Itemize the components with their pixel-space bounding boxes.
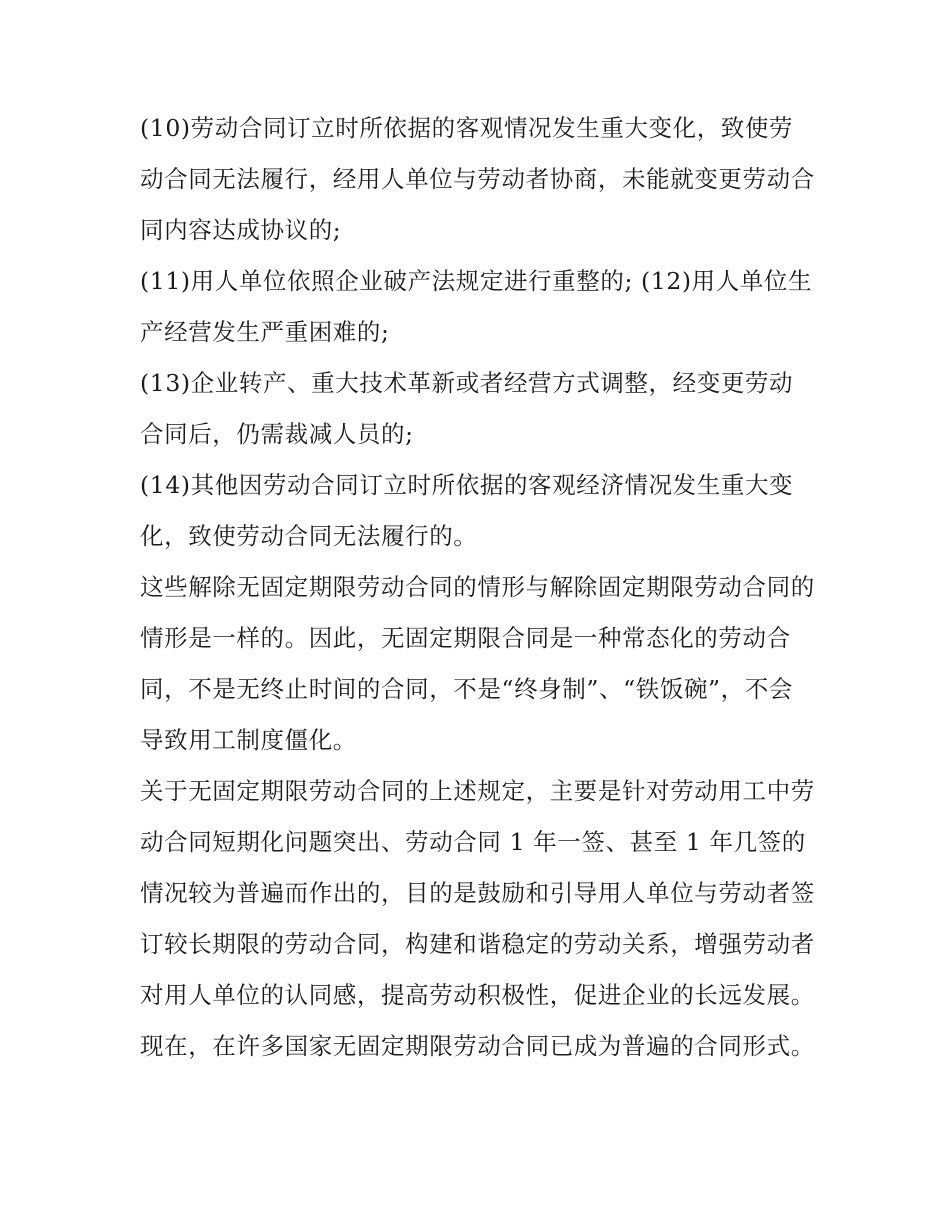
paragraph-explanation: 这些解除无固定期限劳动合同的情形与解除固定期限劳动合同的情形是一样的。因此，无固定期限合同是一种常态化的劳动合同，不是无终止时间的合同，不是“终身制”、“铁饭碗”，不会导致用工制度僵化。 xyxy=(140,573,815,754)
paragraph-clause-13: (13)企业转产、重大技术革新或者经营方式调整，经变更劳动合同后，仍需裁减人员的; xyxy=(140,369,794,448)
paragraph-purpose: 关于无固定期限劳动合同的上述规定，主要是针对劳动用工中劳动合同短期化问题突出、劳动合同 1 年一签、甚至 1 年几签的情况较为普遍而作出的，目的是鼓励和引导用人单位与劳动者签订较长期限的劳动合同，构建和谐稳定的劳动关系，增强劳动者对用人单位的认同感，提高劳动积极性，促进企业的长远发展。现在，在许多国家无固定期限劳动合同已成为普遍的合同形式。 xyxy=(140,777,815,1060)
paragraph-clause-10: (10)劳动合同订立时所依据的客观情况发生重大变化，致使劳动合同无法履行，经用人单位与劳动者协商，未能就变更劳动合同内容达成协议的; xyxy=(140,114,815,244)
document-body xyxy=(140,103,815,1072)
paragraph-clause-14: (14)其他因劳动合同订立时所依据的客观经济情况发生重大变化，致使劳动合同无法履行的。 xyxy=(140,471,794,550)
paragraph-clause-11-12: (11)用人单位依照企业破产法规定进行重整的; (12)用人单位生产经营发生严重困难的; xyxy=(140,267,813,346)
